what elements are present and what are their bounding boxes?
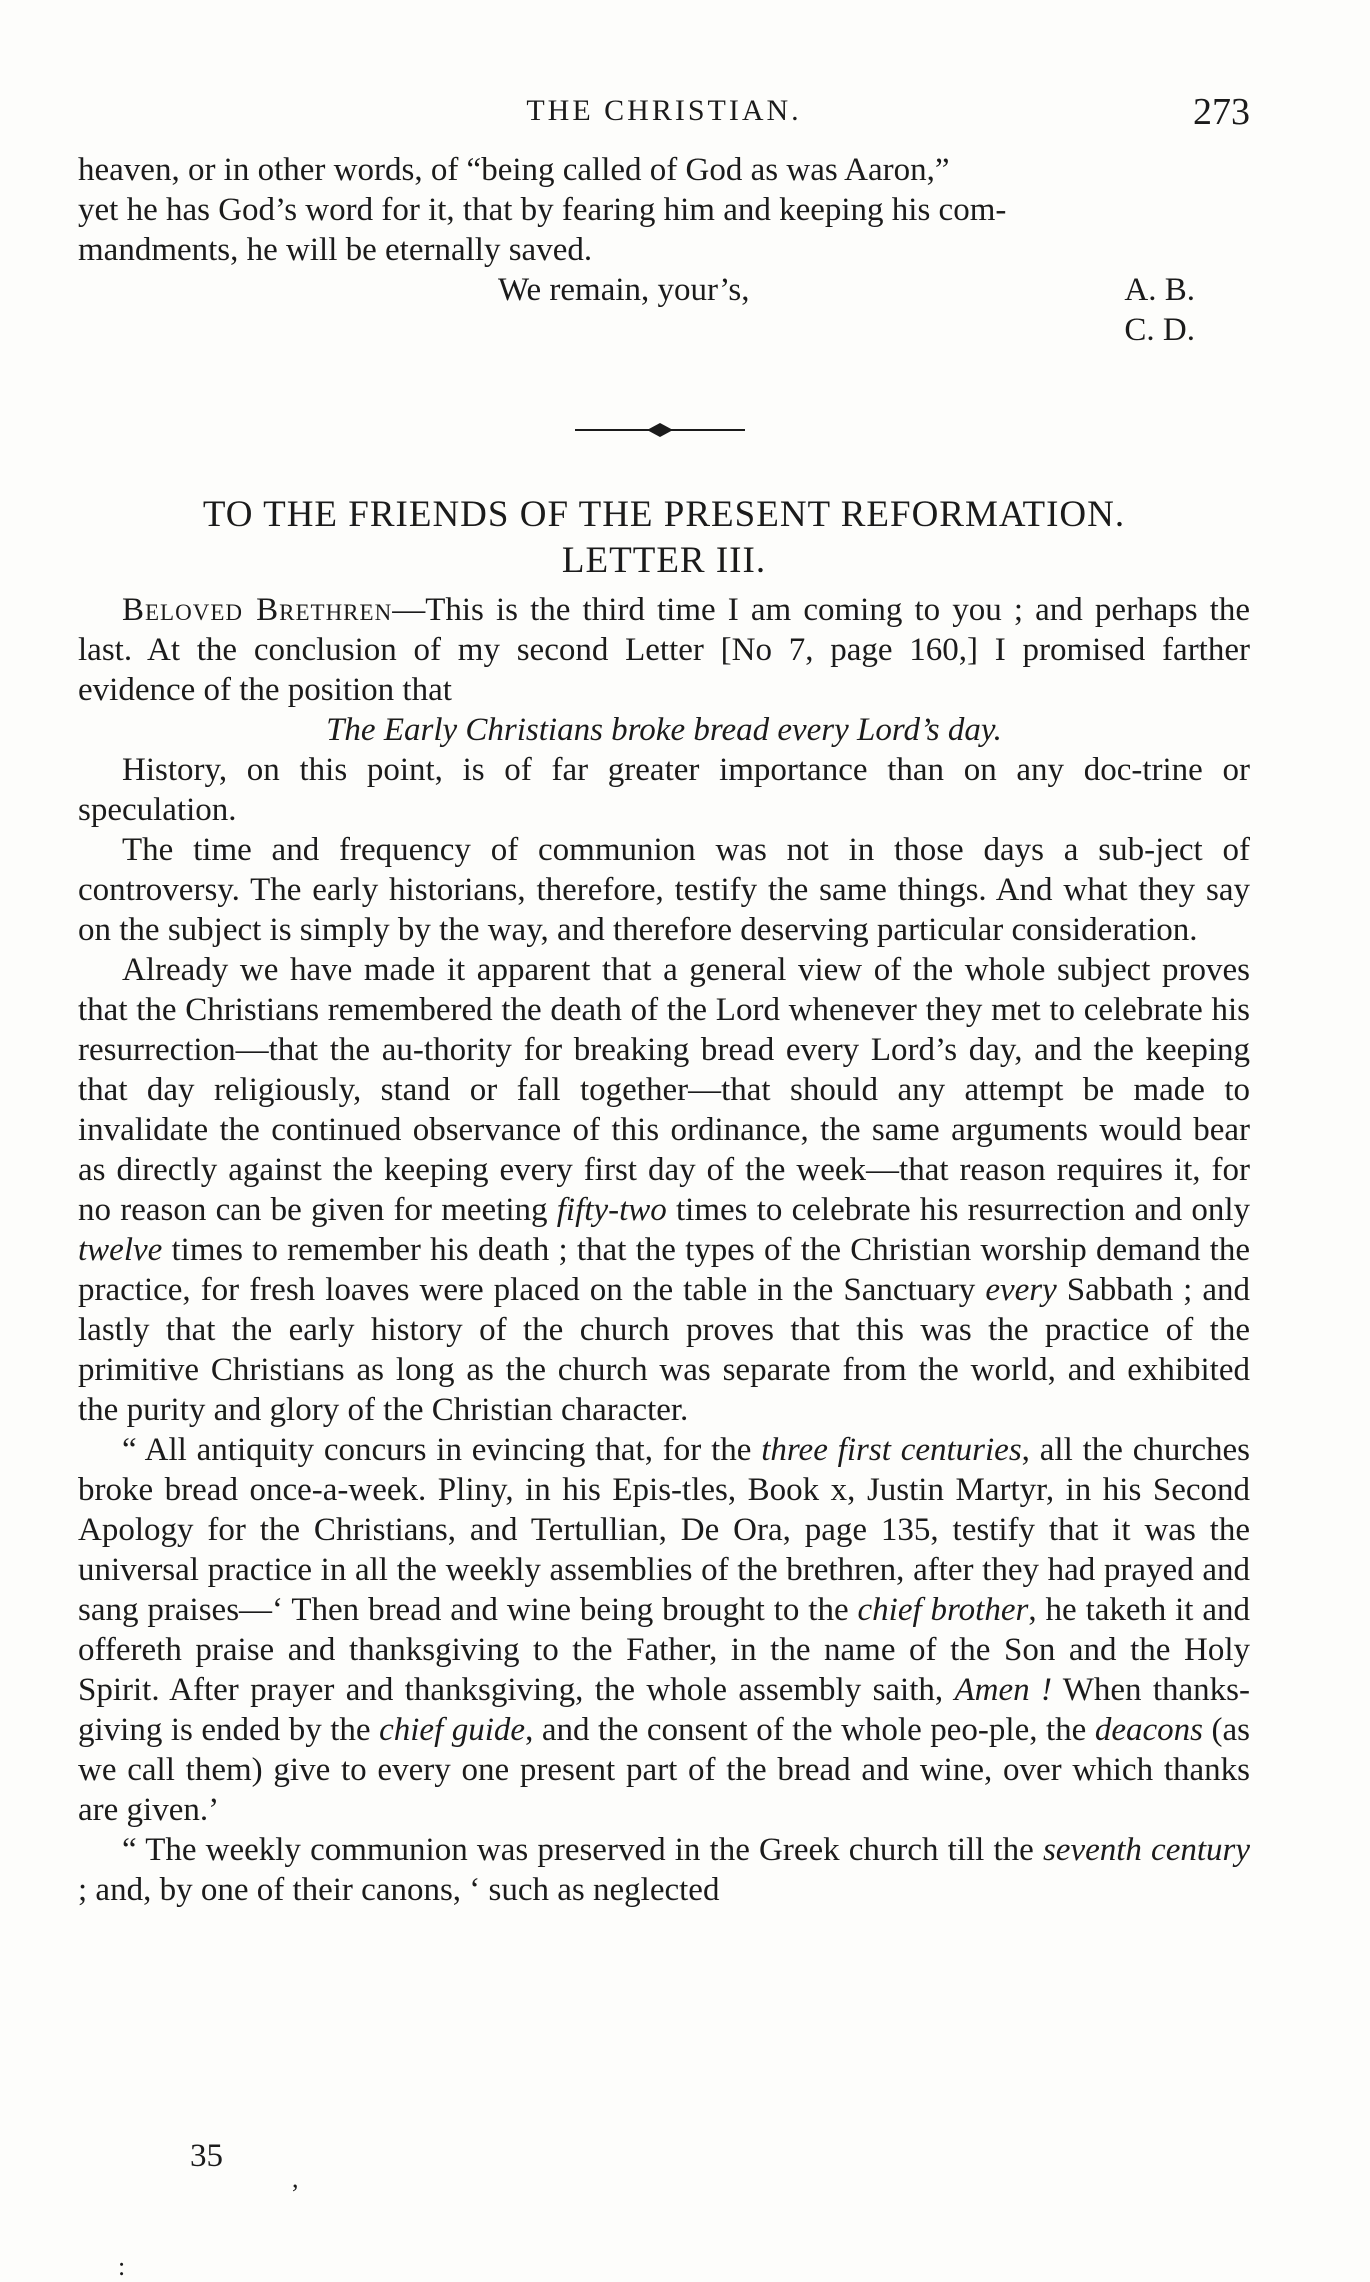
signature-line [78,310,1250,350]
footer-mark: , [292,2164,299,2193]
rule-ornament-icon [575,420,745,440]
text-run: , all the churches broke bread once-a-week. Pliny, in his Epis-tles, Book x, Justin Martyr, in his Second Apology for the Christians, and Tertullian, De Ora, page 135, testify that it was the universal practice in all the weekly assemblies of the brethren, after they had prayed and sang praises—‘ Then bread and wine being brought to the [78,1432,1250,1628]
letter-heading-block [78,492,1250,584]
text-run: , and the consent of the whole peo-ple, the [525,1712,1095,1748]
stray-mark: : [118,2252,126,2281]
paragraph: History, on this point, is of far greater importance than on any doc-trine or speculation. [78,752,1250,828]
italic-run: chief guide [379,1712,526,1748]
paragraph [78,950,1250,1430]
italic-run: fifty-two [556,1192,667,1228]
thesis-line: The Early Christians broke bread every Lord’s day. [326,712,1002,748]
paragraph-text: —This is the third time I am coming to you ; and perhaps the last. At the conclusion of my second Letter [No 7, page 160,] I promised farther evidence of the position that [78,592,1250,708]
running-title: THE CHRISTIAN. [526,94,802,127]
paragraph: The time and frequency of communion was not in those days a sub-ject of controversy. The early historians, therefore, testify the same things. And what they say on the subject is simply by the way, and therefore deserving particular consideration. [78,832,1250,948]
italic-run: chief brother [857,1592,1029,1628]
text-run: Already we have made it apparent that a general view of the whole subject proves that the Christians remembered the death of the Lord whenever they met to celebrate his resurrection—that the au-thority for breaking bread every Lord’s day, and the keeping that day religiously, stand or fall together—that should any attempt be made to invalidate the continued observance of this ordinance, the same arguments would bear as directly against the keeping every first day of the week—that reason requires it, for no reason can be given for meeting [78,952,1250,1228]
italic-run: seventh century [1042,1832,1250,1868]
salutation: Beloved Brethren [122,592,393,628]
italic-run: three first centuries [761,1432,1022,1468]
letter-body [78,590,1250,1910]
letter-subheading: LETTER III. [561,540,767,581]
text-run: times to celebrate his resurrection and only [666,1192,1250,1228]
text-run: Sabbath ; and lastly that the early history of the church proves that this was the practice of the primitive Christians as long as the church was separate from the world, and exhibited the purity and glory of the Christian character. [78,1272,1250,1428]
page-number: 273 [1193,91,1250,133]
text-run: ; and, by one of their canons, ‘ such as neglected [78,1872,720,1908]
signature-mark: 35 [190,2138,223,2174]
closing-line [78,270,1250,310]
text-line: heaven, or in other words, of “being called of God as was Aaron,” [78,152,950,188]
text-run: “ The weekly communion was preserved in the Greek church till the [122,1832,1043,1868]
text-run: “ All antiquity concurs in evincing that, for the [122,1432,762,1468]
text-run: (as we call them) give to every one present part of the bread and wine, over which thanks are given.’ [78,1712,1250,1828]
previous-letter-ending [78,150,1250,350]
signature-initials-2: C. D. [1124,312,1195,348]
italic-run: Amen ! [954,1672,1052,1708]
text-run: , he taketh it and offereth praise and thanksgiving to the Father, in the name of the Son and the Holy Spirit. After prayer and thanksgiving, the whole assembly saith, [78,1592,1251,1708]
text-run: times to remember his death ; that the types of the Christian worship demand the practice, for fresh loaves were placed on the table in the Sanctuary [78,1232,1250,1308]
signature-initials-1: A. B. [1124,272,1195,308]
paragraph [78,1430,1250,1830]
closing-text: We remain, your’s, [498,272,750,308]
italic-run: twelve [78,1232,163,1268]
italic-run: every [985,1272,1057,1308]
text-run: When thanks-giving is ended by the [78,1672,1250,1748]
letter-heading: TO THE FRIENDS OF THE PRESENT REFORMATION. [202,494,1126,535]
previous-letter-text [78,150,1250,270]
text-line: mandments, he will be eternally saved. [78,232,593,268]
paragraph-salutation [78,590,1250,710]
italic-run: deacons [1094,1712,1203,1748]
running-head [78,91,1250,138]
paragraph [78,1830,1250,1910]
text-line: yet he has God’s word for it, that by fearing him and keeping his com- [78,192,1007,228]
